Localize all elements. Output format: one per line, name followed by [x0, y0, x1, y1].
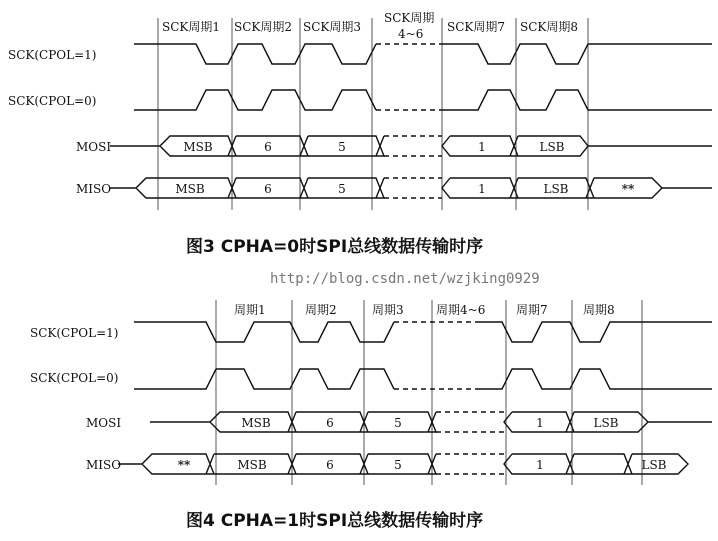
figure4-period-label-1: 周期1 [234, 303, 266, 317]
figure3-period-label-4-6-sub: 4~6 [398, 27, 424, 41]
figure4-miso-data-msb: MSB [237, 458, 267, 472]
figure4-signal-sck-cpol0: SCK(CPOL=0) [30, 371, 119, 385]
figure4-mosi-data-6: 6 [326, 416, 334, 430]
figure4-miso-gap [436, 454, 504, 474]
figure3-signal-sck-cpol0: SCK(CPOL=0) [8, 94, 97, 108]
figure3-period-label-4-6: SCK周期 [384, 11, 435, 25]
figure3-mosi-data-5: 5 [338, 140, 346, 154]
figure3-miso-data-1: 1 [478, 182, 486, 196]
figure4-period-label-8: 周期8 [583, 303, 615, 317]
figure4-mosi-data-5: 5 [394, 416, 402, 430]
figure3-signal-mosi: MOSI [76, 140, 112, 154]
figure4-period-label-2: 周期2 [305, 303, 337, 317]
figure4-miso-waveform [118, 454, 688, 474]
figure4-period-label-3: 周期3 [372, 303, 404, 317]
figure3-period-label-8: SCK周期8 [520, 20, 579, 34]
figure3-sck-cpol0-waveform [134, 90, 712, 110]
figure4-miso-data-dontcare: ** [177, 458, 191, 472]
figure3-caption: 图3 CPHA=0时SPI总线数据传输时序 [186, 237, 484, 257]
figure3-signal-sck-cpol1: SCK(CPOL=1) [8, 48, 97, 62]
figure3-mosi-data-1: 1 [478, 140, 486, 154]
figure4-mosi-data-lsb: LSB [593, 416, 619, 430]
figure3-miso-data-5: 5 [338, 182, 346, 196]
figure4-sck-cpol1-waveform [134, 322, 712, 342]
figure4-mosi-data-msb: MSB [241, 416, 271, 430]
figure4-mosi-gap [436, 412, 504, 432]
figure3-miso-data-6: 6 [264, 182, 272, 196]
figure4-caption: 图4 CPHA=1时SPI总线数据传输时序 [186, 511, 484, 531]
figure3-period-label-7: SCK周期7 [447, 20, 506, 34]
figure3-mosi-data-6: 6 [264, 140, 272, 154]
figure3-period-label-3: SCK周期3 [303, 20, 362, 34]
figure3-mosi-data-lsb: LSB [539, 140, 565, 154]
figure4-signal-sck-cpol1: SCK(CPOL=1) [30, 326, 119, 340]
figure4-miso-data-5: 5 [394, 458, 402, 472]
figure4-period-label-4-6: 周期4~6 [436, 303, 486, 317]
figure4-signal-miso: MISO [86, 458, 122, 472]
figure4-miso-data-lsb: LSB [641, 458, 667, 472]
watermark-url: http://blog.csdn.net/wzjking0929 [270, 271, 540, 287]
figure3-sck-cpol1-waveform [134, 44, 712, 64]
figure3-period-label-2: SCK周期2 [234, 20, 293, 34]
figure3-signal-miso: MISO [76, 182, 112, 196]
figure4-miso-data-6: 6 [326, 458, 334, 472]
figure3-mosi-gap [384, 136, 442, 156]
figure4-sck-cpol0-waveform [134, 369, 712, 389]
figure3-mosi-data-msb: MSB [183, 140, 213, 154]
figure3-period-label-1: SCK周期1 [162, 20, 221, 34]
figure4 [118, 300, 712, 485]
figure3-miso-data-msb: MSB [175, 182, 205, 196]
figure4-miso-data-1: 1 [536, 458, 544, 472]
figure4-mosi-data-1: 1 [536, 416, 544, 430]
figure4-signal-mosi: MOSI [86, 416, 122, 430]
figure3-miso-gap [384, 178, 442, 198]
figure4-mosi-waveform [150, 412, 712, 432]
figure3-miso-data-lsb: LSB [543, 182, 569, 196]
figure3-miso-data-dontcare: ** [621, 182, 635, 196]
figure3-period-gridlines [158, 18, 588, 210]
figure4-period-label-7: 周期7 [516, 303, 548, 317]
